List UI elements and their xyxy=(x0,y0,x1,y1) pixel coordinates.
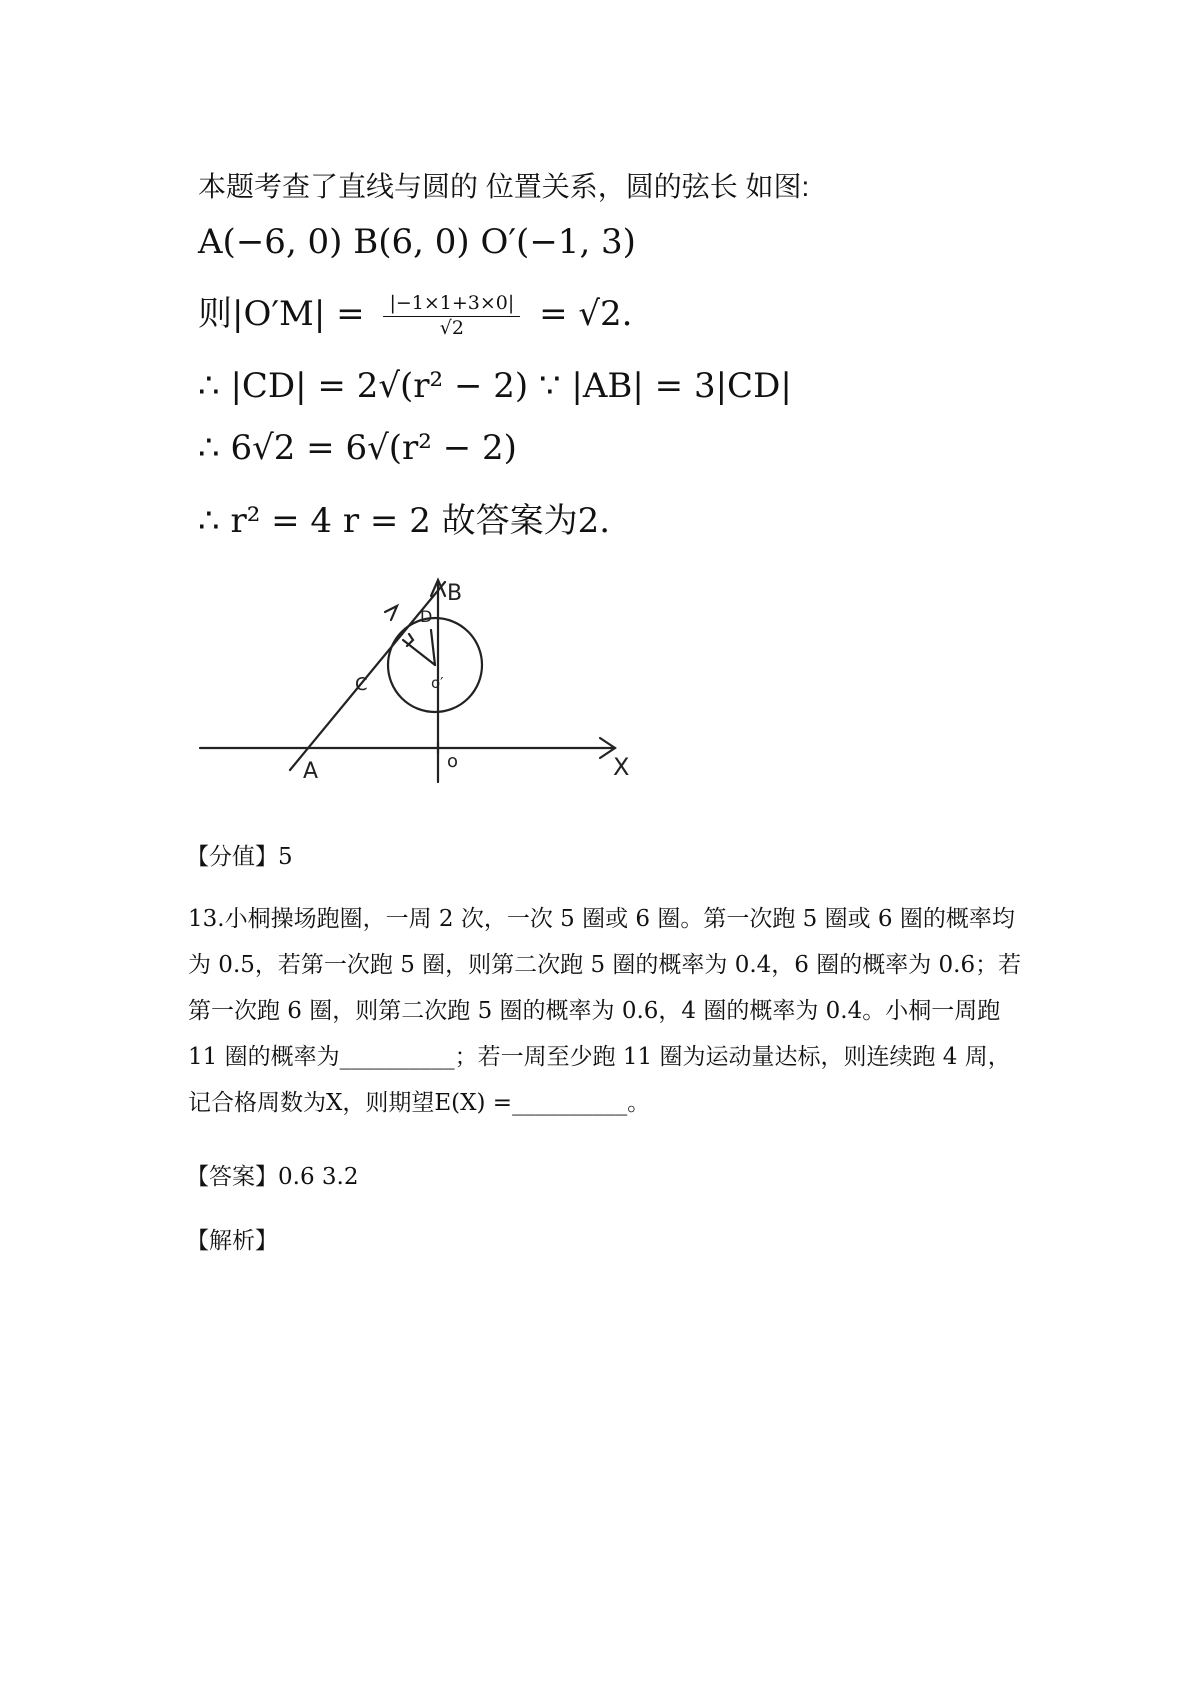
score-line: 【分值】5 xyxy=(186,844,293,870)
question-line-2: 为 0.5，若第一次跑 5 圈，则第二次跑 5 圈的概率为 0.4，6 圈的概率为 0.6；若 xyxy=(188,952,1022,978)
question-line-4: 11 圈的概率为__________；若一周至少跑 11 圈为运动量达标，则连续跑 4 周， xyxy=(188,1044,1011,1070)
circle-line-diagram xyxy=(195,570,660,795)
distance-suffix: = √2. xyxy=(539,294,633,334)
distance-line xyxy=(198,286,633,338)
question-line-1: 13.小桐操场跑圈，一周 2 次，一次 5 圈或 6 圈。第一次跑 5 圈或 6 圈的概率均 xyxy=(188,906,1015,932)
label-o: o xyxy=(447,751,459,772)
question-line-5: 记合格周数为X，则期望E(X) =__________。 xyxy=(188,1090,651,1116)
distance-prefix: 则|O′M| = xyxy=(198,294,365,334)
result-line: ∴ r² = 4 r = 2 故答案为2. xyxy=(198,501,611,541)
answer-line: 【答案】0.6 3.2 xyxy=(186,1164,359,1190)
label-d: D xyxy=(420,607,433,626)
points-line: A(−6, 0) B(6, 0) O′(−1, 3) xyxy=(198,222,636,262)
label-c: C xyxy=(355,674,368,695)
question-line-3: 第一次跑 6 圈，则第二次跑 5 圈的概率为 0.6，4 圈的概率为 0.4。小桐一周跑 xyxy=(188,998,1001,1024)
label-b: B xyxy=(447,581,463,606)
equation-line: ∴ 6√2 = 6√(r² − 2) xyxy=(198,428,517,468)
radius-segment xyxy=(431,630,435,665)
distance-fraction xyxy=(383,291,520,339)
solution-intro: 本题考查了直线与圆的 位置关系，圆的弦长 如图: xyxy=(198,171,810,202)
analysis-heading: 【解析】 xyxy=(186,1228,278,1254)
label-a: A xyxy=(303,759,319,784)
label-o-prime: o′ xyxy=(431,674,444,692)
label-x: X xyxy=(613,753,630,781)
distance-denominator: √2 xyxy=(439,316,464,339)
right-angle-mark xyxy=(407,634,413,646)
chord-line: ∴ |CD| = 2√(r² − 2) ∵ |AB| = 3|CD| xyxy=(198,366,792,406)
distance-numerator: |−1×1+3×0| xyxy=(383,294,520,317)
chord-arrow-mark xyxy=(385,606,397,620)
